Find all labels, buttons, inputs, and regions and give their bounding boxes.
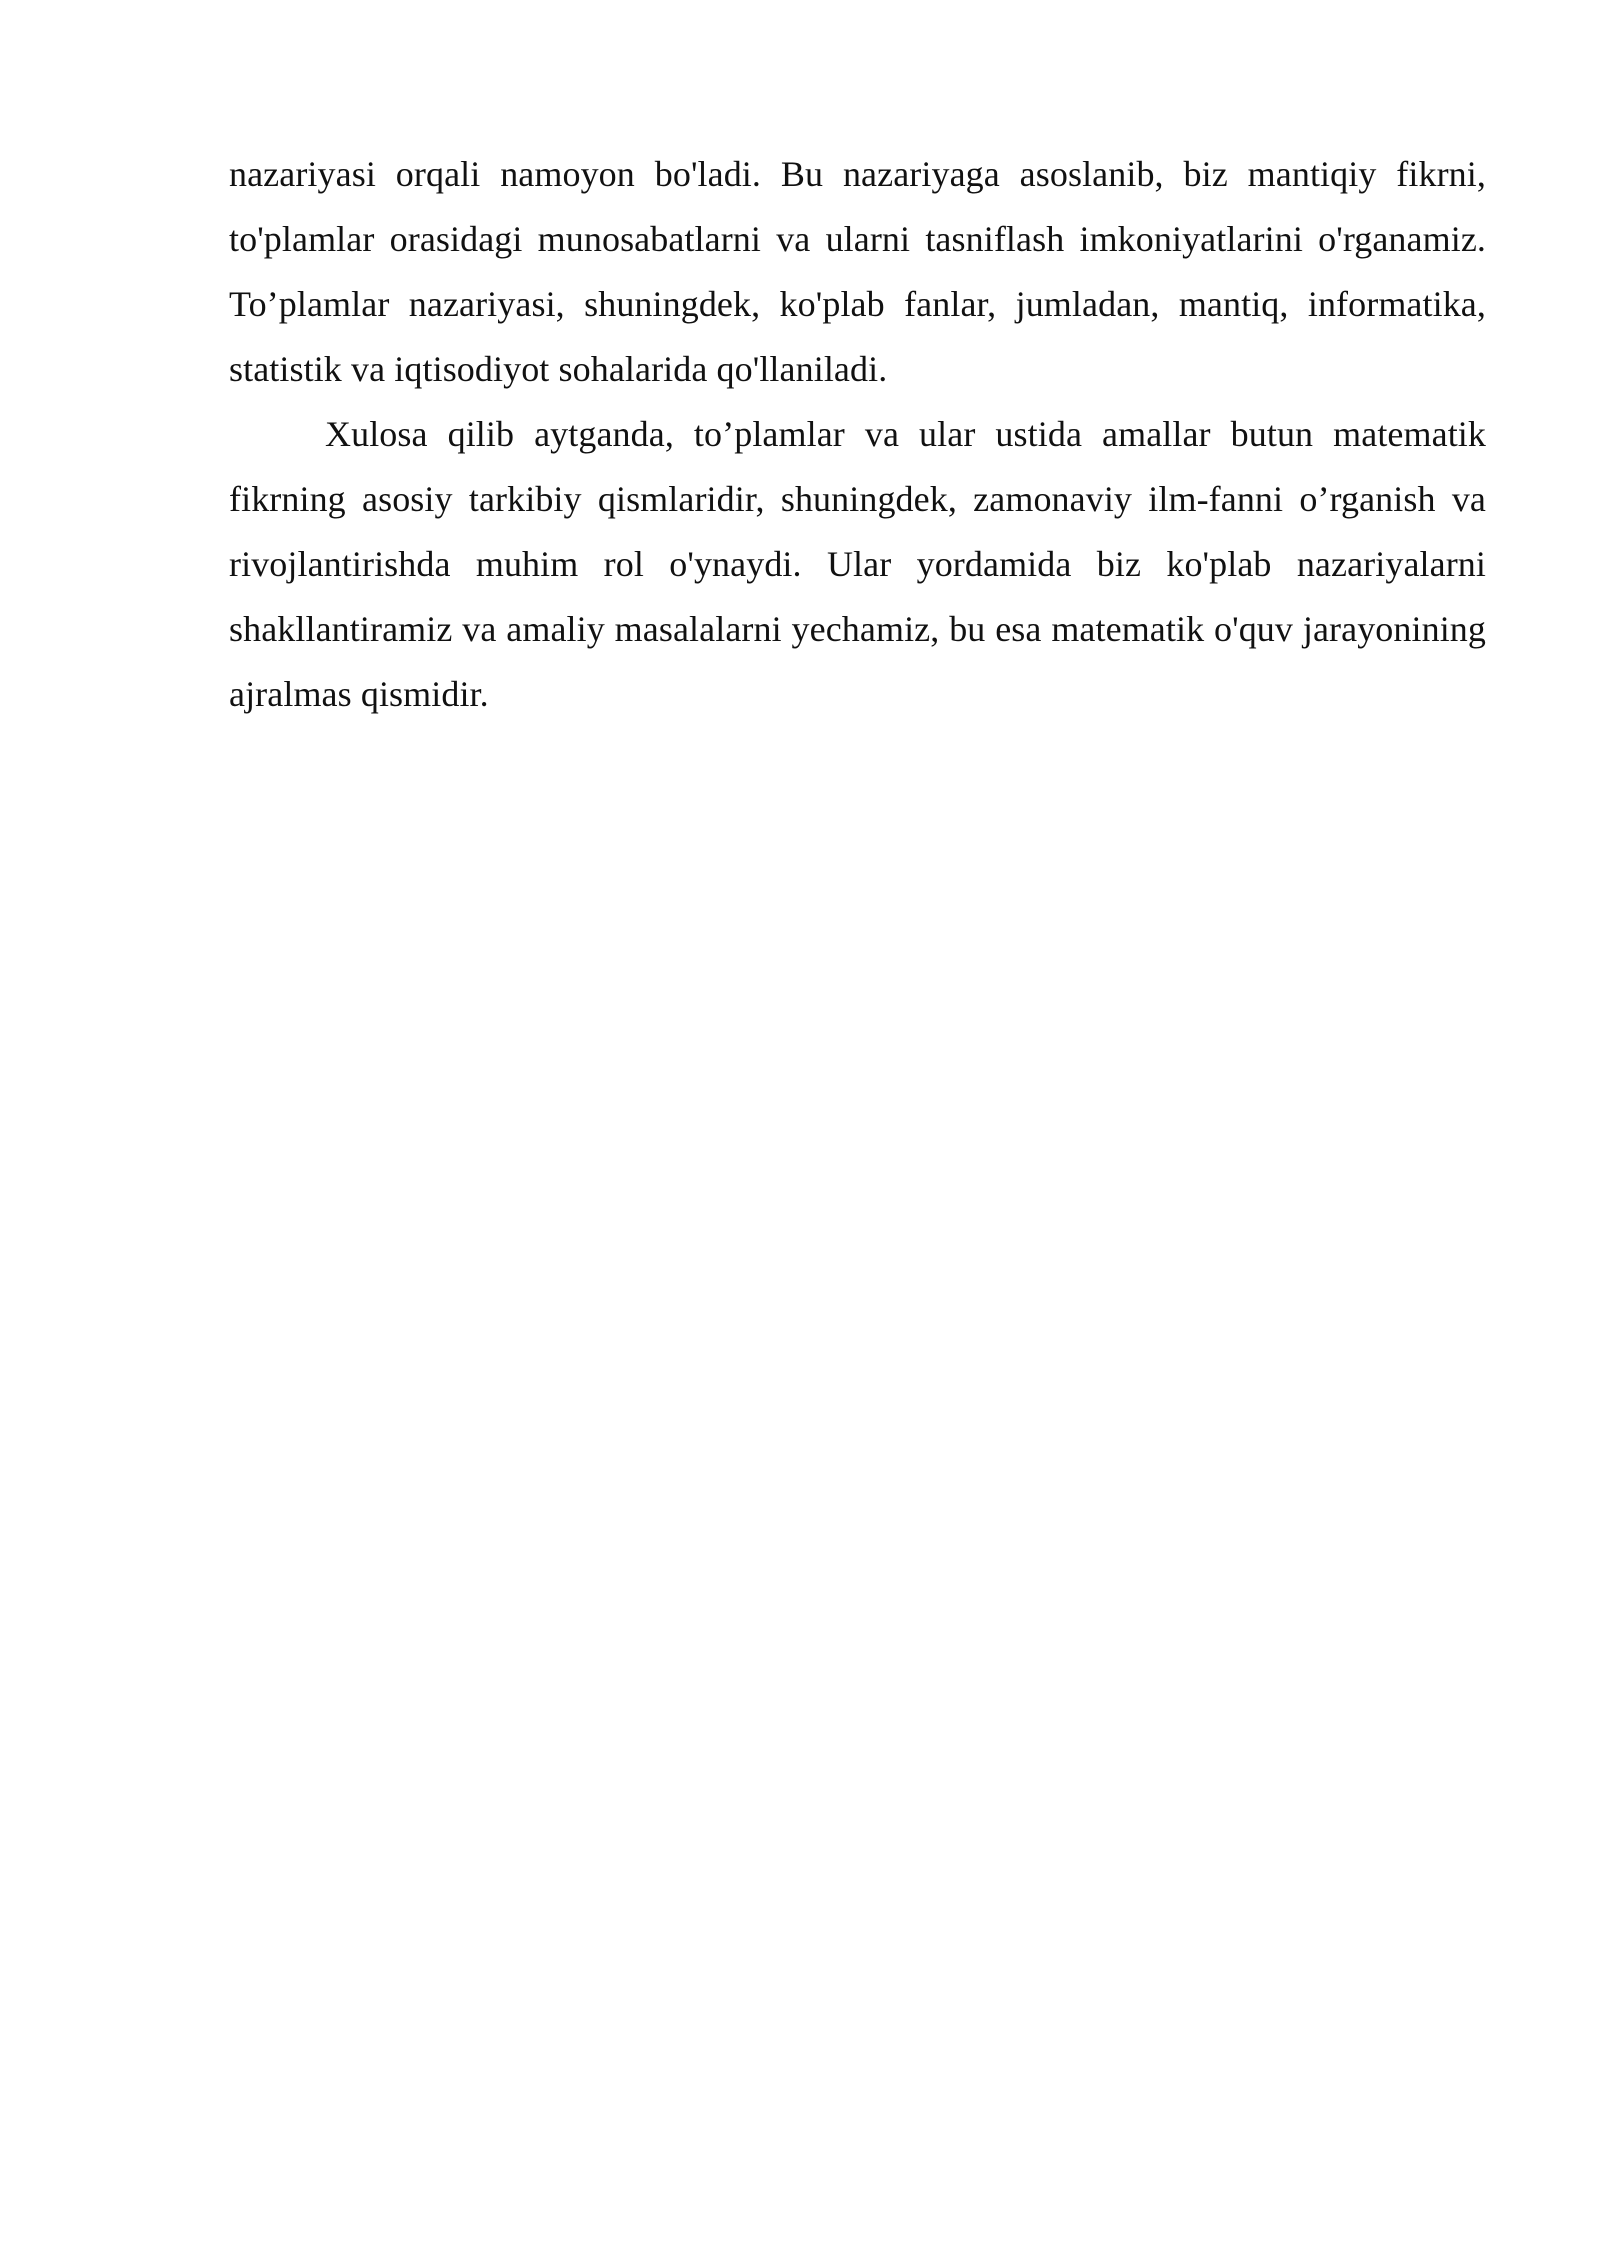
body-text bbox=[229, 142, 1486, 727]
paragraph-conclusion: Xulosa qilib aytganda, to’plamlar va ular ustida amallar butun matematik fikrning asosiy tarkibiy qismlaridir, shuningdek, zamonaviy ilm-fanni o’rganish va rivojlantirishda muhim rol o'ynaydi. Ular yordamida biz ko'plab nazariyalarni shakllantiramiz va amaliy masalalarni yechamiz, bu esa matematik o'quv jarayonining ajralmas qismidir. bbox=[229, 414, 1486, 714]
paragraph-continuation: nazariyasi orqali namoyon bo'ladi. Bu nazariyaga asoslanib, biz mantiqiy fikrni, to'plamlar orasidagi munosabatlarni va ularni tasniflash imkoniyatlarini o'rganamiz. To’plamlar nazariyasi, shuningdek, ko'plab fanlar, jumladan, mantiq, informatika, statistik va iqtisodiyot sohalarida qo'llaniladi. bbox=[229, 154, 1486, 389]
